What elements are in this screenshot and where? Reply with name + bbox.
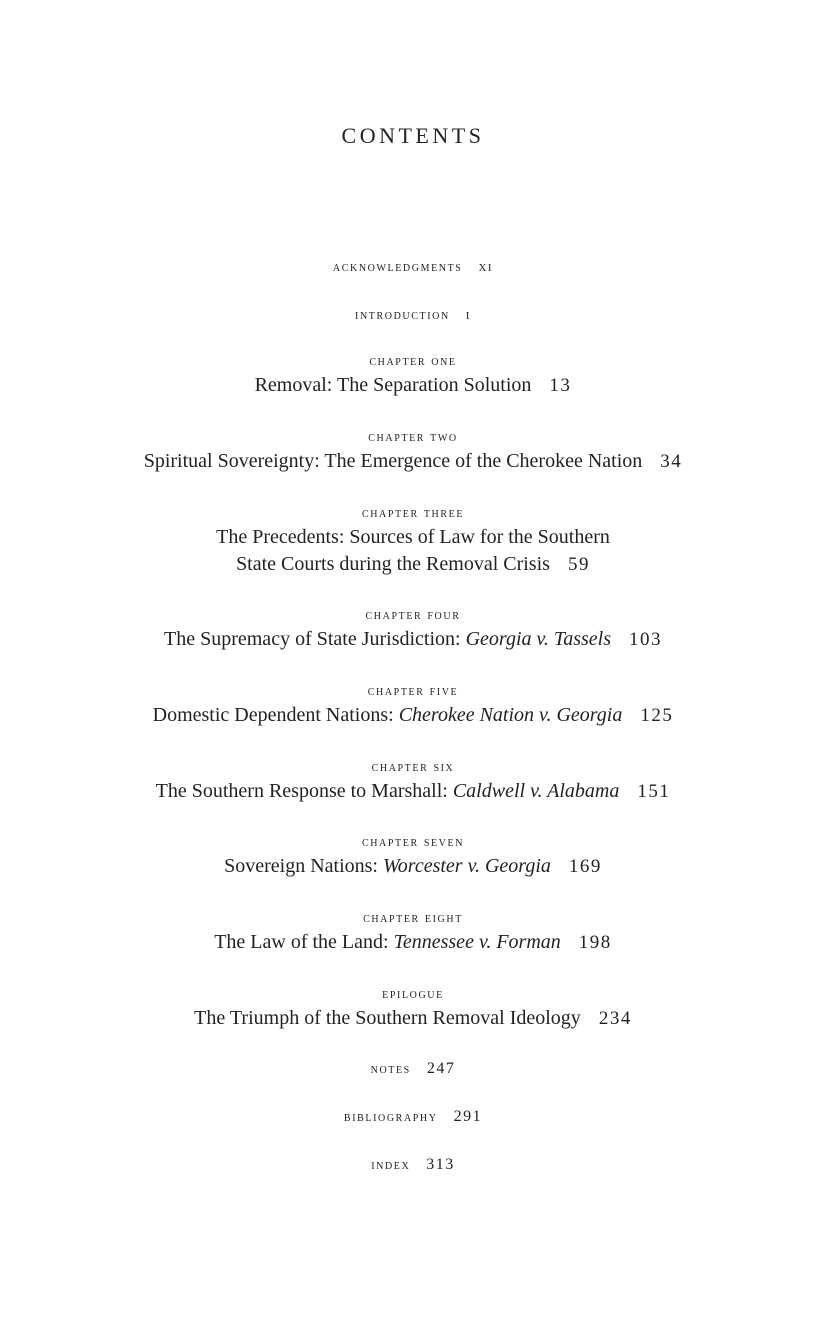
chapter-title: Removal: The Separation Solution 13: [0, 372, 826, 399]
chapter-label: chapter two: [368, 430, 458, 445]
toc-label: introduction: [355, 308, 450, 323]
chapter-title-continued: State Courts during the Removal Crisis 59: [0, 551, 826, 578]
toc-page-number: 13: [549, 375, 572, 396]
toc-entry-chapter-six[interactable]: [0, 758, 826, 805]
toc-page-number: 34: [660, 451, 683, 472]
chapter-title: The Precedents: Sources of Law for the Southern: [216, 526, 610, 548]
chapter-label: chapter five: [367, 684, 459, 699]
toc-page-number: 291: [453, 1108, 483, 1125]
toc-entry-chapter-one[interactable]: [0, 352, 826, 399]
toc-page-number: 151: [637, 781, 671, 802]
chapter-label: chapter three: [361, 506, 465, 521]
chapter-title: The Supremacy of State Jurisdiction: Georgia v. Tassels 103: [0, 626, 826, 653]
chapter-label: chapter seven: [361, 835, 465, 850]
chapter-label: chapter four: [365, 608, 461, 623]
chapter-title: The Triumph of the Southern Removal Ideology 234: [0, 1005, 826, 1032]
toc-page-number: 247: [426, 1060, 456, 1077]
toc-entry-bibliography[interactable]: [0, 1107, 826, 1128]
toc-label: acknowledgments: [332, 260, 463, 275]
chapter-title: Sovereign Nations: Worcester v. Georgia 169: [0, 853, 826, 880]
toc-entry-chapter-three[interactable]: [0, 504, 826, 578]
toc-entry-chapter-two[interactable]: [0, 428, 826, 475]
toc-page-number: 198: [578, 932, 612, 953]
toc-entry-introduction[interactable]: [0, 305, 826, 326]
toc-page-number: i: [465, 306, 471, 323]
toc-entry-chapter-seven[interactable]: [0, 833, 826, 880]
chapter-label: chapter one: [369, 354, 457, 369]
chapter-title: Spiritual Sovereignty: The Emergence of the Cherokee Nation 34: [0, 448, 826, 475]
toc-page-number: 125: [640, 705, 674, 726]
toc-page-number: xi: [478, 258, 494, 275]
chapter-title: The Law of the Land: Tennessee v. Forman 198: [0, 929, 826, 956]
toc-entry-epilogue[interactable]: [0, 985, 826, 1032]
toc-entry-notes[interactable]: [0, 1059, 826, 1080]
toc-label: bibliography: [343, 1110, 438, 1125]
toc-page-number: 234: [598, 1008, 632, 1029]
toc-entry-chapter-five[interactable]: [0, 682, 826, 729]
toc-page-number: 103: [629, 629, 662, 650]
toc-page-number: 59: [567, 554, 590, 575]
toc-entry-chapter-eight[interactable]: [0, 909, 826, 956]
chapter-title: Domestic Dependent Nations: Cherokee Nation v. Georgia 125: [0, 702, 826, 729]
page-title: CONTENTS: [341, 123, 485, 148]
toc-page-number: 169: [568, 856, 602, 877]
toc-entry-acknowledgments[interactable]: [0, 257, 826, 278]
toc-entry-index[interactable]: [0, 1155, 826, 1176]
chapter-title: The Southern Response to Marshall: Caldwell v. Alabama 151: [0, 778, 826, 805]
chapter-label: epilogue: [382, 987, 444, 1002]
toc-label: notes: [370, 1062, 411, 1077]
toc-page-number: 313: [426, 1156, 455, 1173]
toc-label: index: [371, 1158, 411, 1173]
chapter-label: chapter six: [371, 760, 455, 775]
toc-entry-chapter-four[interactable]: [0, 606, 826, 653]
chapter-label: chapter eight: [363, 911, 463, 926]
